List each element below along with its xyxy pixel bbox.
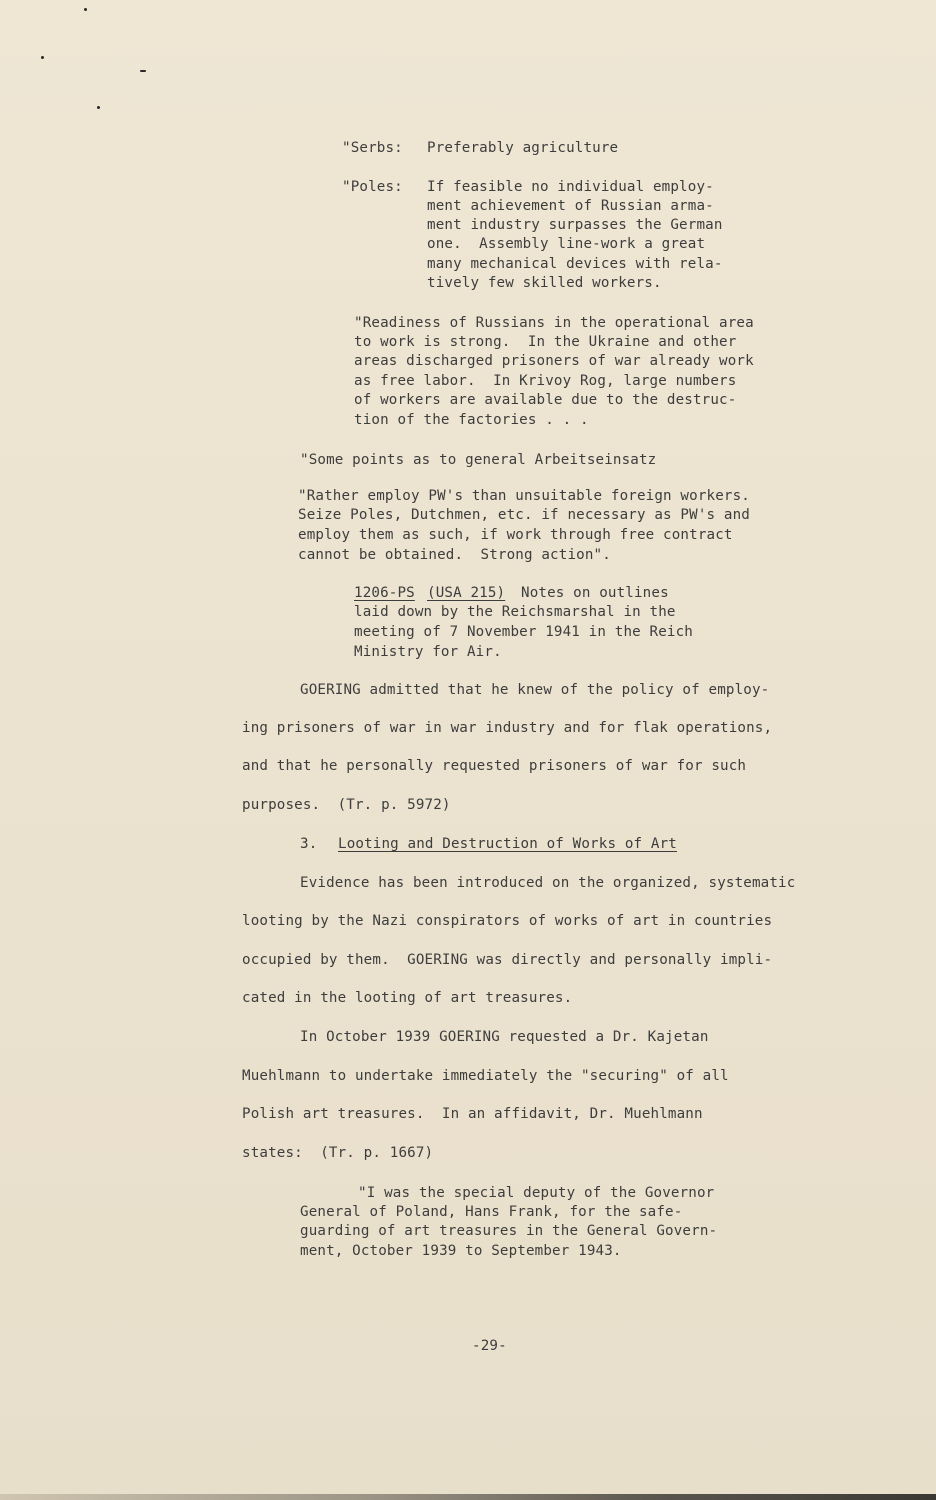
evidence-para-line: Evidence has been introduced on the organized, systematic	[300, 875, 796, 891]
october-para-line: states: (Tr. p. 1667)	[242, 1145, 434, 1161]
readiness-line: "Readiness of Russians in the operational area	[354, 315, 754, 331]
citation-exhibit: (USA 215)	[427, 585, 506, 601]
october-para-line: Muehlmann to undertake immediately the "securing" of all	[242, 1068, 729, 1084]
october-para-line: Polish art treasures. In an affidavit, Dr. Muehlmann	[242, 1106, 703, 1122]
goering-para-line: and that he personally requested prisoners of war for such	[242, 758, 747, 774]
speck-mark	[140, 70, 146, 72]
rather-line: "Rather employ PW's than unsuitable foreign workers.	[298, 488, 750, 504]
evidence-para-line: looting by the Nazi conspirators of works of art in countries	[242, 913, 773, 929]
poles-line: If feasible no individual employ-	[427, 179, 714, 195]
citation-line: meeting of 7 November 1941 in the Reich	[354, 624, 693, 640]
evidence-para-line: occupied by them. GOERING was directly and personally impli-	[242, 952, 773, 968]
rather-line: employ them as such, if work through free contract	[298, 527, 733, 543]
readiness-line: tion of the factories . . .	[354, 412, 589, 428]
some-points-heading: "Some points as to general Arbeitseinsatz	[300, 452, 657, 468]
quote-line: guarding of art treasures in the General Govern-	[300, 1223, 718, 1239]
readiness-line: of workers are available due to the destruc-	[354, 392, 737, 408]
quote-line: General of Poland, Hans Frank, for the safe-	[300, 1204, 683, 1220]
poles-line: many mechanical devices with rela-	[427, 256, 723, 272]
page-number: -29-	[472, 1338, 507, 1354]
citation-line: Ministry for Air.	[354, 644, 502, 660]
section-number: 3.	[300, 836, 318, 852]
citation-doc-number: 1206-PS	[354, 585, 415, 601]
speck-mark	[41, 56, 44, 59]
citation-line: Notes on outlines	[521, 585, 669, 601]
poles-label: "Poles:	[342, 179, 403, 195]
quote-line: "I was the special deputy of the Governor	[358, 1185, 715, 1201]
readiness-line: to work is strong. In the Ukraine and other	[354, 334, 737, 350]
section-title: Looting and Destruction of Works of Art	[338, 836, 677, 852]
citation-line: laid down by the Reichsmarshal in the	[354, 604, 676, 620]
quote-line: ment, October 1939 to September 1943.	[300, 1243, 622, 1259]
readiness-line: as free labor. In Krivoy Rog, large numbers	[354, 373, 737, 389]
speck-mark	[84, 8, 87, 11]
poles-line: ment industry surpasses the German	[427, 217, 723, 233]
poles-line: ment achievement of Russian arma-	[427, 198, 714, 214]
goering-para-line: GOERING admitted that he knew of the policy of employ-	[300, 682, 770, 698]
rather-line: cannot be obtained. Strong action".	[298, 547, 611, 563]
serbs-text: Preferably agriculture	[427, 140, 619, 156]
goering-para-line: purposes. (Tr. p. 5972)	[242, 797, 451, 813]
page-bottom-edge	[0, 1494, 936, 1500]
rather-line: Seize Poles, Dutchmen, etc. if necessary as PW's and	[298, 507, 750, 523]
goering-para-line: ing prisoners of war in war industry and for flak operations,	[242, 720, 773, 736]
poles-line: tively few skilled workers.	[427, 275, 662, 291]
serbs-label: "Serbs:	[342, 140, 403, 156]
speck-mark	[97, 106, 100, 109]
readiness-line: areas discharged prisoners of war already work	[354, 353, 754, 369]
october-para-line: In October 1939 GOERING requested a Dr. Kajetan	[300, 1029, 709, 1045]
poles-line: one. Assembly line-work a great	[427, 236, 706, 252]
evidence-para-line: cated in the looting of art treasures.	[242, 990, 573, 1006]
